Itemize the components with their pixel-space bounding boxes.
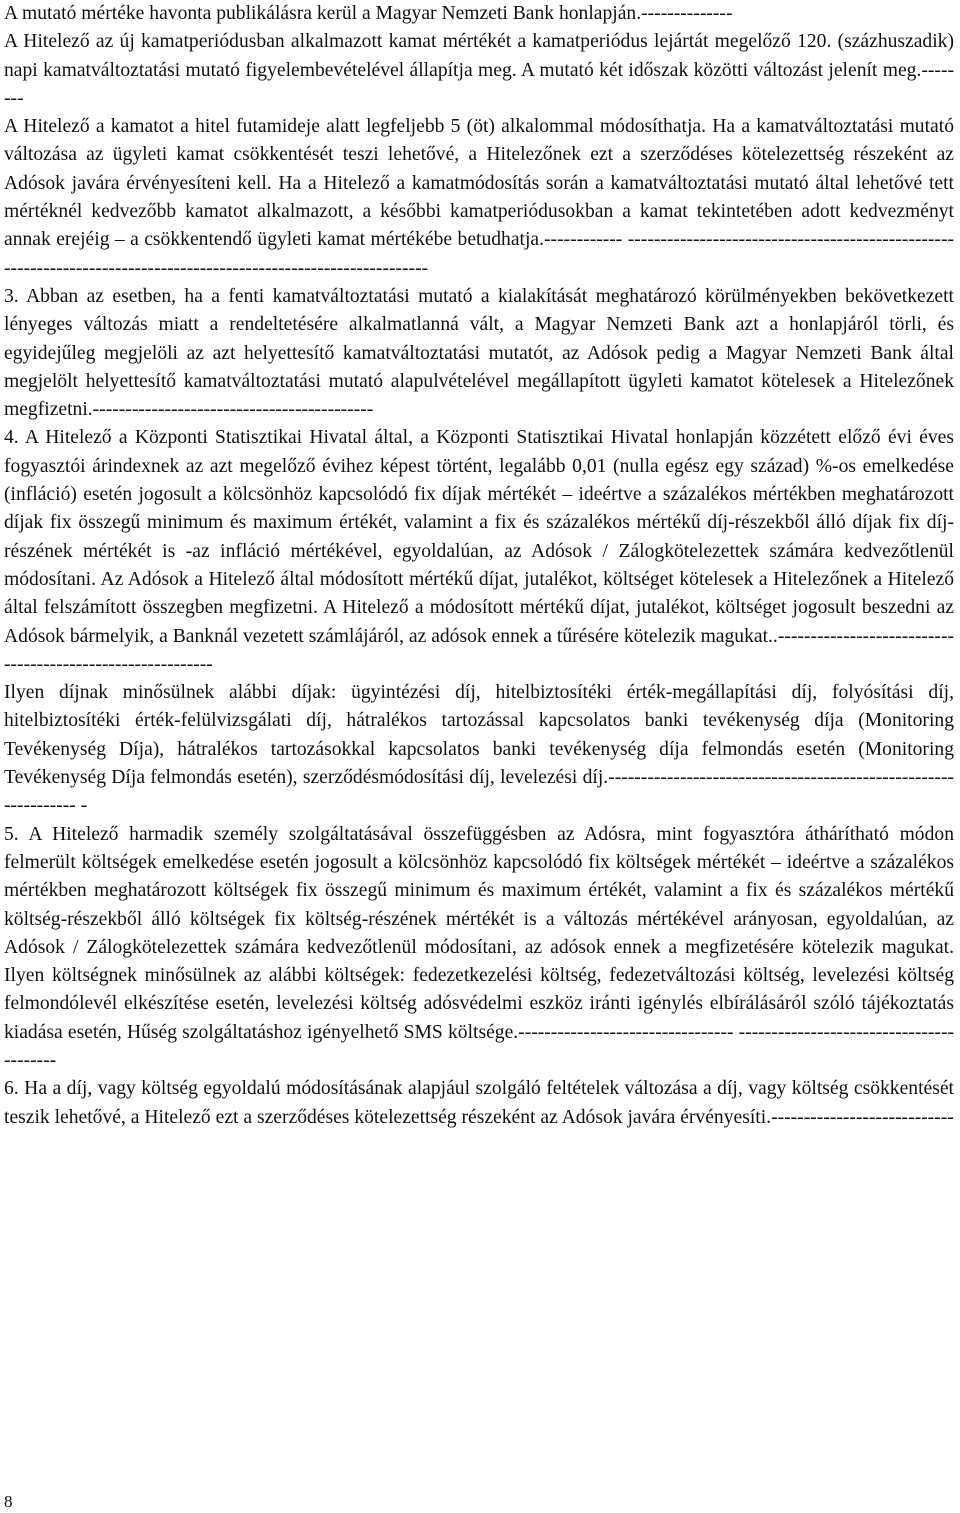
- page-number: 8: [4, 1492, 13, 1511]
- paragraph-interest-period: A Hitelező az új kamatperiódusban alkalmazott kamat mértékét a kamatperiódus lejártát megelőző 120. (százhuszadik) napi kamatváltoztatási mutató figyelembevételével állapítja meg. A mutató két időszak közötti változást jelenít meg.--------: [4, 31, 954, 109]
- paragraph-section-6: 6. Ha a díj, vagy költség egyoldalú módosításának alapjául szolgáló feltételek változása a díj, vagy költség csökkentését teszik lehetővé, a Hitelező ezt a szerződéses kötelezettség részeként az Adósok javára érvényesíti.----------------------------: [4, 1078, 954, 1128]
- paragraph-section-4: 4. A Hitelező a Központi Statisztikai Hivatal által, a Központi Statisztikai Hivatal honlapján közzétett előző évi éves fogyasztói árindexnek az azt megelőző évihez képest történt, legalább 0,01 (nulla egész egy század) %-os emelkedése (infláció) esetén jogosult a kölcsönhöz kapcsolódó fix díjak mértékét – ideértve a százalékos mértékben meghatározott díjak fix összegű minimum és maximum értékét, valamint a fix és százalékos mértékű díj-részekből álló díjak fix díj-részének mértékét is -az infláció mértékével, egyoldalúan, az Adósok / Zálogkötelezettek számára kedvezőtlenül módosítani. Az Adósok a Hitelező által módosított mértékű díjat, jutalékot, költséget kötelesek a Hitelezőnek a Hitelező által felszámított összegben megfizetni. A Hitelező a módosított mértékű díjat, jutalékot, költséget jogosult beszedni az Adósok bármelyik, a Banknál vezetett számlájáról, az adósok ennek a tűrésére kötelezik magukat..-----------------------------------------------------------: [4, 427, 954, 675]
- paragraph-section-5: 5. A Hitelező harmadik személy szolgáltatásával összefüggésben az Adósra, mint fogyasztóra áthárítható módon felmerült költségek emelkedése esetén jogosult a kölcsönhöz kapcsolódó fix költségek mértékét – ideértve a százalékos mértékben meghatározott költségek fix összegű minimum és maximum értékét, valamint a fix és százalékos mértékű költség-részekből álló költségek fix költség-részének mértékét is a változás mértékével arányosan, egyoldalúan, az Adósok / Zálogkötelezettek számára kedvezőtlenül módosítani, az adósok ennek a megfizetésére kötelezik magukat. Ilyen költségnek minősülnek az alábbi költségek: fedezetkezelési költség, fedezetváltozási költség, levelezési költség felmondólevél elkészítése esetén, levelezési költség adósvédelmi eszköz iránti igénylés elbírálásáról szóló tájékoztatás kiadása esetén, Hűség szolgáltatáshoz igényelhető SMS költsége.--------------------------------- -----------------------------------------: [4, 823, 954, 1071]
- paragraph-fee-list: Ilyen díjnak minősülnek alábbi díjak: ügyintézési díj, hitelbiztosítéki érték-megállapítási díj, folyósítási díj, hitelbiztosítéki érték-felülvizsgálati díj, hátralékos tartozással kapcsolatos banki tevékenység díja (Monitoring Tevékenység Díja), hátralékos tartozásokkal kapcsolatos banki tevékenység díja felmondás esetén (Monitoring Tevékenység Díja felmondás esetén), szerződésmódosítási díj, levelezési díj.---------------------------------------------------------------- -: [4, 682, 954, 817]
- paragraph-section-3: 3. Abban az esetben, ha a fenti kamatváltoztatási mutató a kialakítását meghatározó körülményekben bekövetkezett lényeges változás miatt a rendeltetésére alkalmatlanná vált, a Magyar Nemzeti Bank azt a honlapjáról törli, és egyidejűleg megjelöli az azt helyettesítő kamatváltoztatási mutatót, az Adósok pedig a Magyar Nemzeti Bank által megjelölt helyettesítő kamatváltoztatási mutató alapulvételével megállapított ügyleti kamatot kötelesek a Hitelezőnek megfizetni.-------------------------------------------: [4, 285, 954, 421]
- document-page: [4, 0, 954, 1132]
- paragraph-mnb-publication: A mutató mértéke havonta publikálásra kerül a Magyar Nemzeti Bank honlapján.--------------: [4, 3, 733, 24]
- paragraph-interest-modification: A Hitelező a kamatot a hitel futamideje alatt legfeljebb 5 (öt) alkalommal módosíthatja. Ha a kamatváltoztatási mutató változása az ügyleti kamat csökkentését teszi lehetővé, a Hitelezőnek ezt a szerződéses kötelezettség részeként az Adósok javára érvényesíteni kell. Ha a Hitelező a kamatmódosítás során a kamatváltoztatási mutató által lehetővé tett mértéknél kedvezőbb kamatot alkalmazott, a későbbi kamatperiódusokban a kamat tekintetében adott kedvezményt annak erejéig – a csökkentendő ügyleti kamat mértékébe betudhatja.------------ -------------------------------------------------------------------------------------------------------------------: [4, 116, 954, 279]
